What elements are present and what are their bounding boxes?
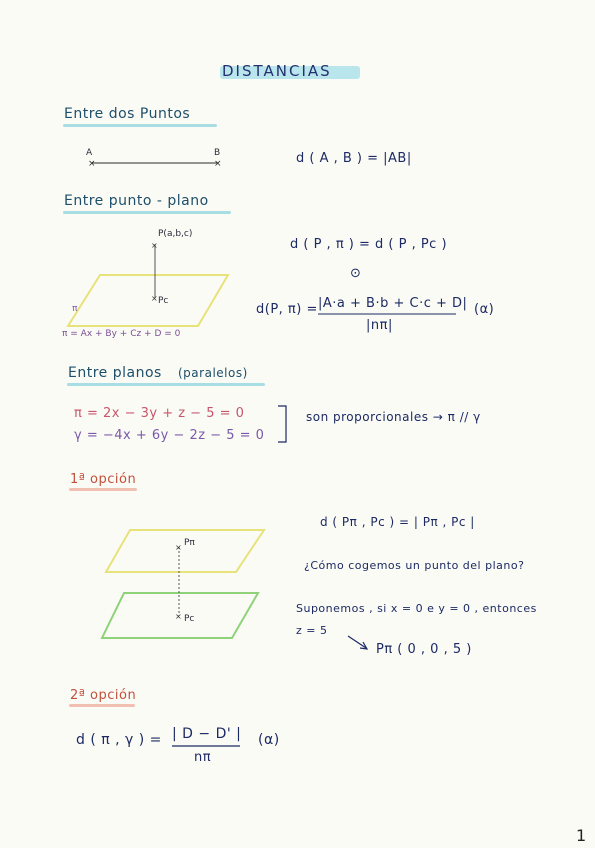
point-a-mark: × [88,159,96,169]
point-p-label: P(a,b,c) [158,229,193,239]
point-b-label: B [214,148,221,158]
point-ppi-mark: × [175,543,182,552]
distance-point-plane-left: d(P, π) = [256,302,318,317]
section-heading-punto-plano: Entre punto - plano [64,193,209,209]
distance-points-formula: d ( A , B ) = |AB| [296,151,412,166]
section-heading-opcion2: 2ª opción [70,688,137,703]
distance-point-plane-numerator: |A·a + B·b + C·c + D| [318,296,468,311]
distance-point-plane-formula-1: d ( P , π ) = d ( P , Pc ) [290,237,448,252]
distance-planes-tag: (α) [258,732,280,748]
result-arrow-head [360,642,367,649]
equation-gamma: γ = −4x + 6y − 2z − 5 = 0 [74,428,265,443]
plane-pi-label: π [72,304,78,314]
point-b-mark: × [214,159,222,169]
page-title: DISTANCIAS [222,62,332,80]
proportional-conclusion: son proporcionales → π // γ [306,410,481,424]
plane-equation: π = Ax + By + Cz + D = 0 [62,329,181,339]
section-heading-planos: Entre planos [68,365,162,381]
system-bracket [278,406,286,442]
point-pc2-label: Pc [184,614,195,624]
z-value: z = 5 [296,624,328,637]
section-heading-planos-note: (paralelos) [178,366,248,380]
distance-planes-left: d ( π , γ ) = [76,732,162,748]
heading-underline-red [69,488,137,491]
section-heading-opcion1: 1ª opción [70,472,137,487]
heading-underline [63,211,231,214]
section-heading-puntos: Entre dos Puntos [64,106,191,122]
point-p-mark: × [151,241,158,250]
point-pc-label: Pc [158,296,169,306]
plane-pi [68,275,228,326]
question-point: ¿Cómo cogemos un punto del plano? [304,559,525,572]
distance-planes-numerator: | D − D' | [172,726,242,742]
distance-planes-formula: d ( Pπ , Pc ) = | Pπ , Pc | [320,515,475,529]
formula-connector: ⊙ [350,266,361,281]
page-number: 1 [576,826,587,845]
distance-point-plane-tag: (α) [474,302,495,317]
point-a-label: A [86,148,93,158]
point-pc2-mark: × [175,612,182,621]
plane-pi-upper [106,530,264,572]
point-ppi-label: Pπ [184,538,195,548]
distance-planes-denominator: nπ [194,750,212,765]
heading-underline [67,383,265,386]
point-ppi-result: Pπ ( 0 , 0 , 5 ) [376,642,472,657]
distance-point-plane-denominator: |nπ| [366,318,393,333]
point-pc-mark: × [151,294,158,303]
equation-pi: π = 2x − 3y + z − 5 = 0 [74,406,245,421]
heading-underline-red [69,704,135,707]
suppose-text: Suponemos , si x = 0 e y = 0 , entonces [296,602,537,615]
